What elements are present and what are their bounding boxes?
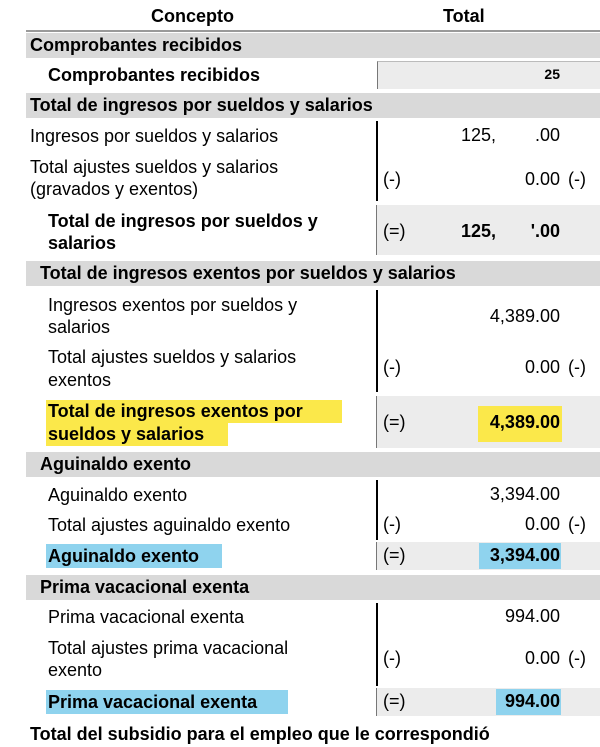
ajustes-exentos-value: 0.00 bbox=[524, 357, 560, 377]
column-header-concepto: Concepto bbox=[151, 6, 234, 26]
ingresos-sueldos-value-part-a: 125, bbox=[460, 125, 496, 145]
ajustes-sueldos-sign-right: (-) bbox=[568, 169, 586, 189]
row-label-total-ingresos-sueldos-2: salarios bbox=[48, 233, 117, 253]
row-label-ajustes-sueldos-2: (gravados y exentos) bbox=[30, 179, 199, 199]
value-column-divider-4 bbox=[376, 603, 378, 686]
total-ingresos-sueldos-value-part-a: 125, bbox=[460, 221, 496, 241]
section-comprobantes: Comprobantes recibidos bbox=[26, 33, 600, 58]
total-ingresos-sueldos-value-part-b: '.00 bbox=[530, 221, 560, 241]
row-label-total-exentos-2: sueldos y salarios bbox=[48, 424, 205, 444]
value-column-divider-2 bbox=[376, 290, 378, 392]
ajustes-exentos-sign-right: (-) bbox=[568, 357, 586, 377]
ajustes-prima-sign: (-) bbox=[383, 648, 401, 668]
row-label-ingresos-exentos: Ingresos exentos por sueldos y bbox=[48, 295, 298, 315]
comprobantes-value: 25 bbox=[544, 66, 560, 82]
prima-value: 994.00 bbox=[504, 606, 560, 626]
ajustes-exentos-sign: (-) bbox=[383, 357, 401, 377]
row-label-ajustes-aguinaldo: Total ajustes aguinaldo exento bbox=[48, 515, 291, 535]
total-exentos-value: 4,389.00 bbox=[489, 412, 560, 432]
section-aguinaldo-exento: Aguinaldo exento bbox=[26, 452, 600, 477]
row-label-ajustes-sueldos: Total ajustes sueldos y salarios bbox=[30, 157, 279, 177]
row-label-comprobantes: Comprobantes recibidos bbox=[48, 65, 261, 85]
total-prima-value: 994.00 bbox=[504, 691, 560, 711]
section-subsidio-empleo: Total del subsidio para el empleo que le correspondió bbox=[26, 718, 600, 743]
section-prima-vacacional: Prima vacacional exenta bbox=[26, 575, 600, 600]
total-prima-sign: (=) bbox=[383, 691, 406, 711]
section-ingresos-exentos: Total de ingresos exentos por sueldos y salarios bbox=[26, 261, 600, 286]
ajustes-aguinaldo-sign-right: (-) bbox=[568, 514, 586, 534]
row-label-total-exentos: Total de ingresos exentos por bbox=[48, 401, 303, 421]
row-label-total-aguinaldo: Aguinaldo exento bbox=[48, 546, 200, 566]
row-label-ajustes-exentos: Total ajustes sueldos y salarios bbox=[48, 347, 297, 367]
ajustes-prima-value: 0.00 bbox=[524, 648, 560, 668]
section-ingresos-sueldos: Total de ingresos por sueldos y salarios bbox=[26, 93, 600, 118]
total-aguinaldo-sign: (=) bbox=[383, 545, 406, 565]
row-label-total-ingresos-sueldos: Total de ingresos por sueldos y bbox=[48, 211, 318, 231]
ajustes-sueldos-sign: (-) bbox=[383, 169, 401, 189]
ajustes-sueldos-value: 0.00 bbox=[524, 169, 560, 189]
row-label-ajustes-exentos-2: exentos bbox=[48, 370, 112, 390]
total-ingresos-sueldos-sign: (=) bbox=[383, 221, 406, 241]
total-aguinaldo-value: 3,394.00 bbox=[489, 545, 560, 565]
row-label-total-prima: Prima vacacional exenta bbox=[48, 692, 258, 712]
ingresos-sueldos-value-part-b: .00 bbox=[534, 125, 560, 145]
header-divider bbox=[26, 30, 600, 32]
ajustes-aguinaldo-value: 0.00 bbox=[524, 514, 560, 534]
value-column-divider bbox=[376, 121, 378, 201]
total-exentos-sign: (=) bbox=[383, 412, 406, 432]
ajustes-aguinaldo-sign: (-) bbox=[383, 514, 401, 534]
aguinaldo-value: 3,394.00 bbox=[489, 484, 560, 504]
row-label-ajustes-prima: Total ajustes prima vacacional bbox=[48, 638, 289, 658]
column-header-total: Total bbox=[443, 6, 485, 26]
row-label-ingresos-sueldos: Ingresos por sueldos y salarios bbox=[30, 126, 279, 146]
row-label-ajustes-prima-2: exento bbox=[48, 660, 103, 680]
ajustes-prima-sign-right: (-) bbox=[568, 648, 586, 668]
value-column-divider-3 bbox=[376, 480, 378, 540]
row-label-aguinaldo: Aguinaldo exento bbox=[48, 485, 188, 505]
row-label-ingresos-exentos-2: salarios bbox=[48, 317, 111, 337]
ingresos-exentos-value: 4,389.00 bbox=[489, 306, 560, 326]
row-label-prima: Prima vacacional exenta bbox=[48, 607, 245, 627]
